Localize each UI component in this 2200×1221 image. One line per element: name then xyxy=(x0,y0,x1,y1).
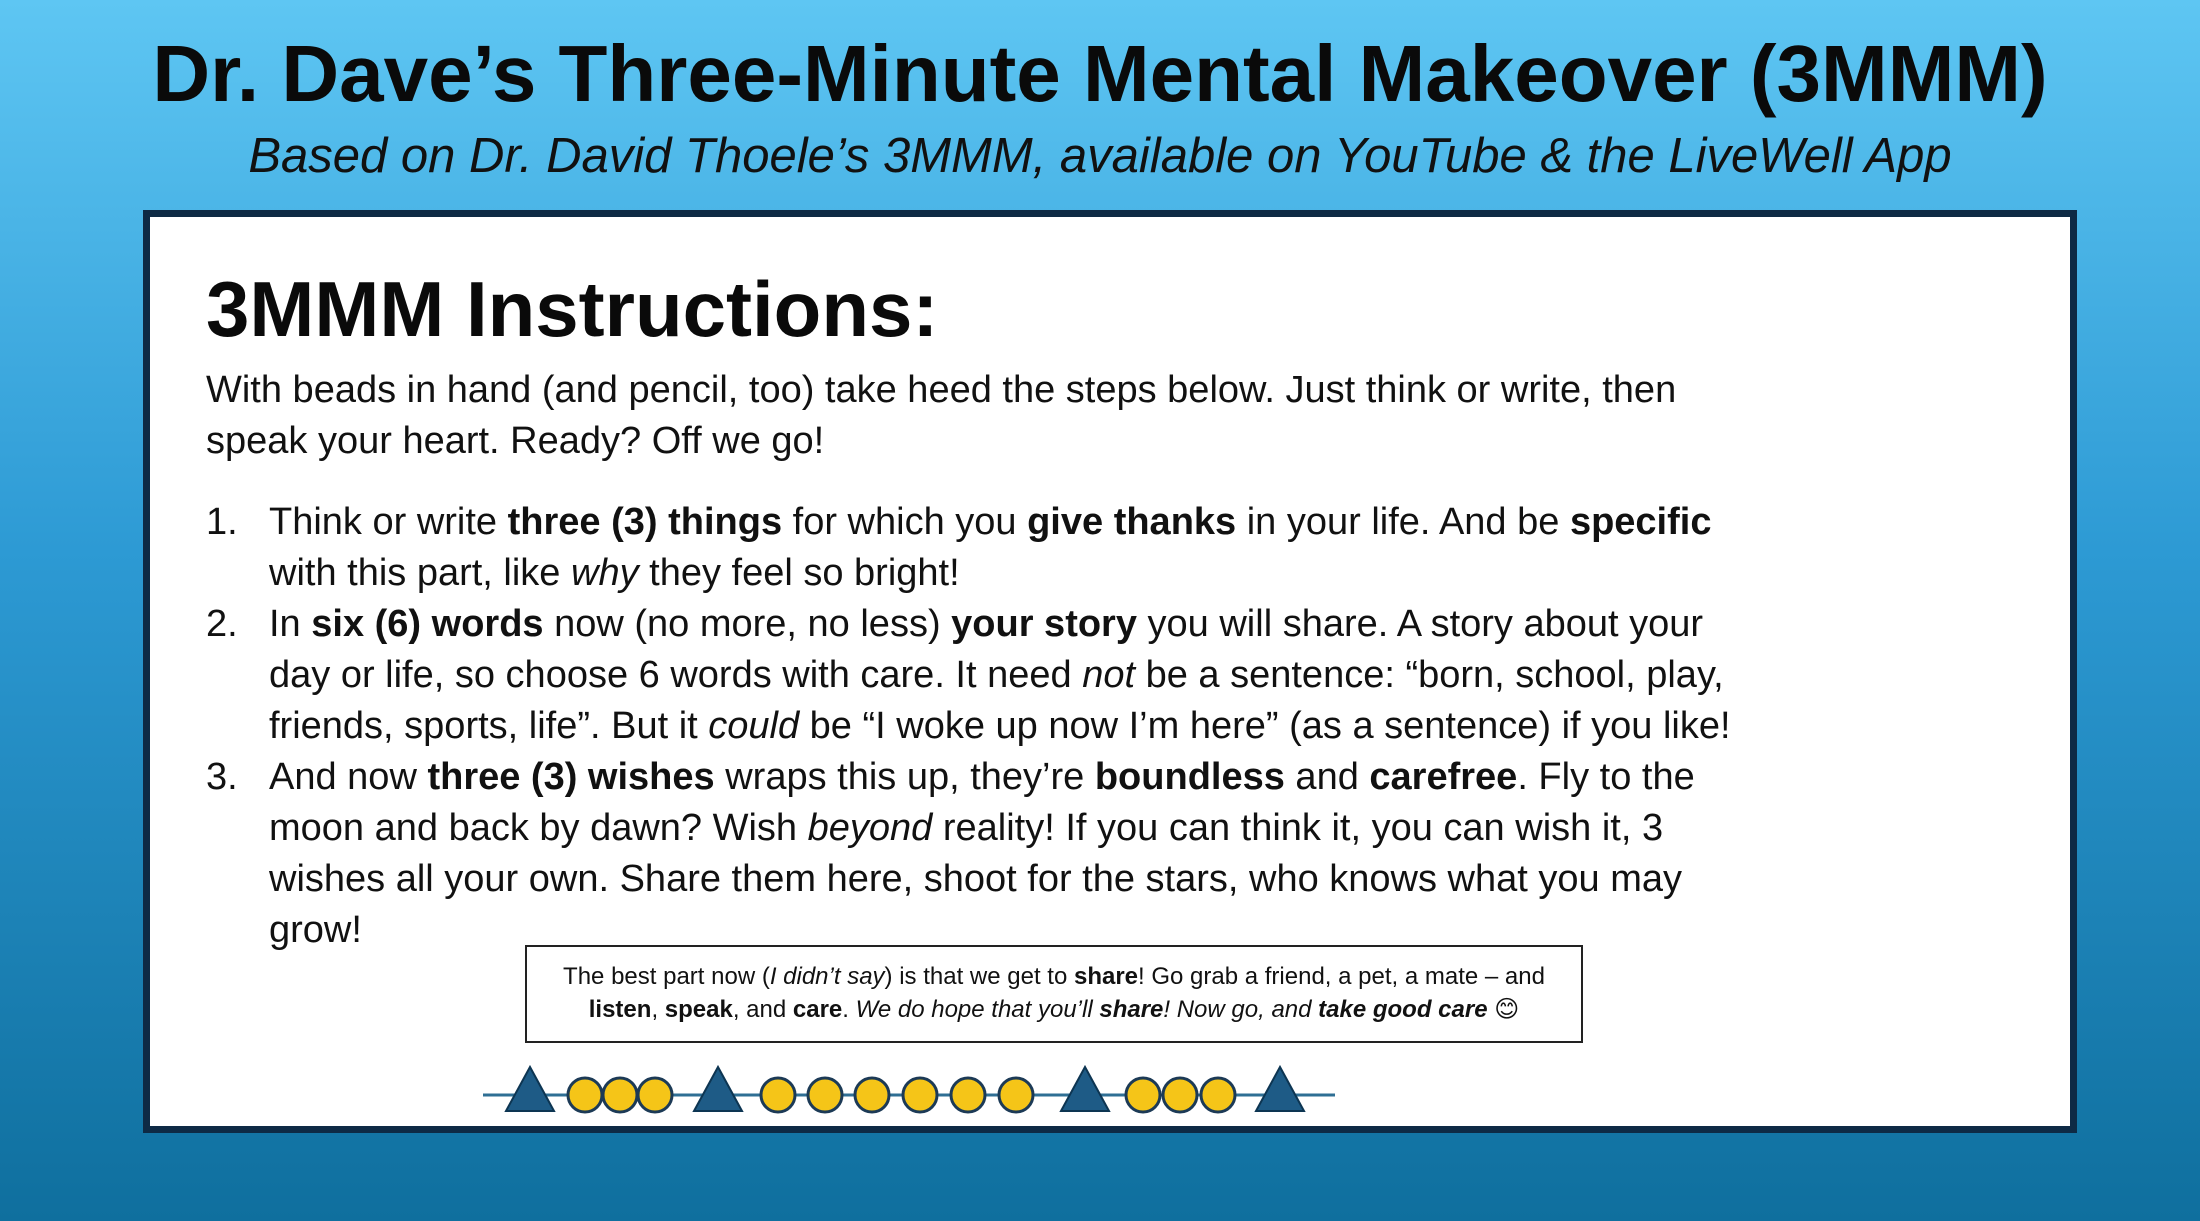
triangle-bead xyxy=(506,1067,554,1111)
instructions-intro xyxy=(206,365,2006,467)
triangle-bead xyxy=(694,1067,742,1111)
circle-bead xyxy=(568,1078,602,1112)
step-line: wishes all your own. Share them here, shoot for the stars, who knows what you may xyxy=(269,858,1682,900)
step-line: grow! xyxy=(269,909,362,951)
circle-bead xyxy=(951,1078,985,1112)
step-line: Think or write three (3) things for which you give thanks in your life. And be specific xyxy=(269,501,1712,543)
circle-bead xyxy=(1201,1078,1235,1112)
triangle-bead xyxy=(1256,1067,1304,1111)
circle-bead xyxy=(999,1078,1033,1112)
circle-bead xyxy=(808,1078,842,1112)
note-line: listen, speak, and care. We do hope that you’ll share! Now go, and take good care 😊 xyxy=(588,996,1520,1023)
note-line: The best part now (I didn’t say) is that we get to share! Go grab a friend, a pet, a mate – and xyxy=(563,963,1545,990)
page-subtitle: Based on Dr. David Thoele’s 3MMM, available on YouTube & the LiveWell App xyxy=(248,129,1952,183)
circle-bead xyxy=(761,1078,795,1112)
step-line: friends, sports, life”. But it could be “I woke up now I’m here” (as a sentence) if you like! xyxy=(269,705,1731,747)
share-note xyxy=(525,945,1583,1043)
step-line: moon and back by dawn? Wish beyond reality! If you can think it, you can wish it, 3 xyxy=(269,807,1664,849)
step-item xyxy=(206,752,2026,956)
circle-bead xyxy=(1126,1078,1160,1112)
intro-line: With beads in hand (and pencil, too) take heed the steps below. Just think or write, then xyxy=(206,369,1677,411)
triangle-bead xyxy=(1061,1067,1109,1111)
step-number: 1. xyxy=(206,501,238,543)
circle-bead xyxy=(638,1078,672,1112)
step-line: day or life, so choose 6 words with care. It need not be a sentence: “born, school, play, xyxy=(269,654,1724,696)
steps-list xyxy=(206,497,2026,956)
step-line: And now three (3) wishes wraps this up, they’re boundless and carefree. Fly to the xyxy=(269,756,1695,798)
step-item xyxy=(206,497,2026,599)
intro-line: speak your heart. Ready? Off we go! xyxy=(206,420,825,462)
circle-bead xyxy=(1163,1078,1197,1112)
step-line: with this part, like why they feel so bright! xyxy=(269,552,960,594)
step-item xyxy=(206,599,2026,752)
step-number: 3. xyxy=(206,756,238,798)
instructions-card xyxy=(143,210,2077,1133)
page-title: Dr. Dave’s Three-Minute Mental Makeover (3MMM) xyxy=(152,29,2048,118)
bead-string xyxy=(150,1057,2070,1137)
step-line: In six (6) words now (no more, no less) your story you will share. A story about your xyxy=(269,603,1704,645)
step-number: 2. xyxy=(206,603,238,645)
circle-bead xyxy=(603,1078,637,1112)
circle-bead xyxy=(855,1078,889,1112)
circle-bead xyxy=(903,1078,937,1112)
instructions-heading: 3MMM Instructions: xyxy=(206,265,939,353)
